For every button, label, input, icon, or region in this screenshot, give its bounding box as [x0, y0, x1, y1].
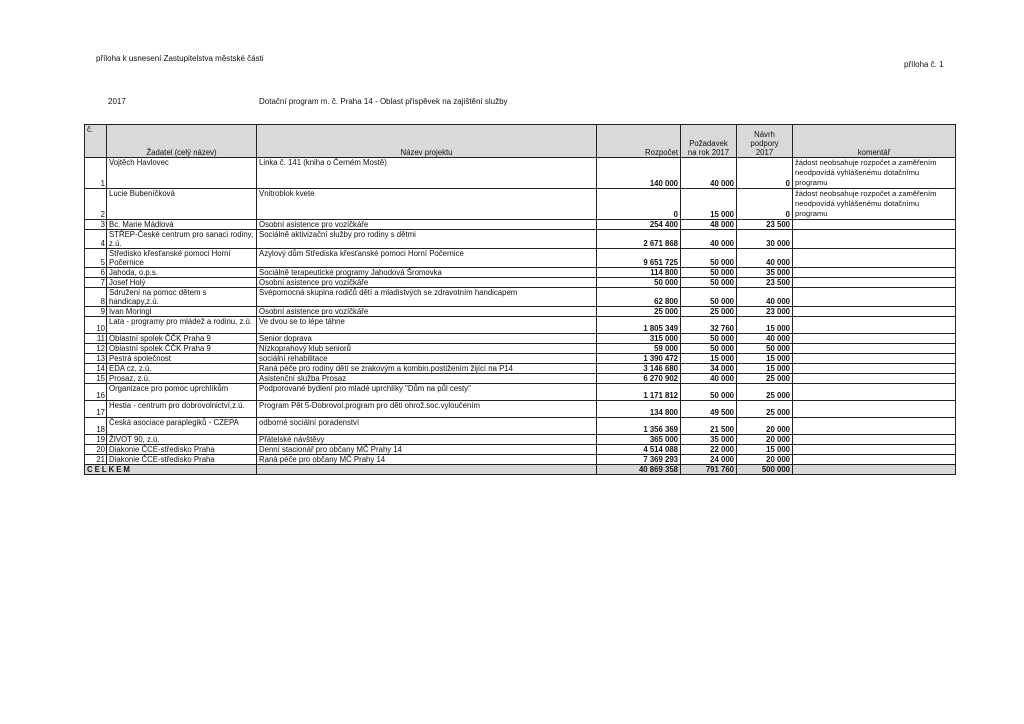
table-row — [85, 455, 956, 465]
requested-cell: 48 000 — [681, 220, 737, 230]
row-number: 5 — [85, 249, 107, 268]
project-cell: Přátelské návštěvy — [257, 435, 597, 445]
requested-cell: 40 000 — [681, 158, 737, 189]
comment-cell — [793, 344, 956, 354]
project-cell: Sociálně aktivizační služby pro rodiny s dětmi — [257, 230, 597, 249]
document-header-left: příloha k usnesení Zastupitelstva městské části — [96, 54, 264, 63]
total-row — [85, 465, 956, 475]
applicant-cell: Prosaz, z.ú. — [107, 374, 257, 384]
table-row — [85, 278, 956, 288]
project-cell: Asistenční služba Prosaz — [257, 374, 597, 384]
requested-cell: 50 000 — [681, 344, 737, 354]
budget-cell: 140 000 — [597, 158, 681, 189]
proposal-cell: 15 000 — [737, 354, 793, 364]
budget-cell: 315 000 — [597, 334, 681, 344]
project-cell: Podporované bydlení pro mladé uprchlíky "Dům na půl cesty" — [257, 384, 597, 401]
comment-cell — [793, 230, 956, 249]
proposal-cell: 0 — [737, 189, 793, 220]
row-number: 17 — [85, 401, 107, 418]
budget-cell: 25 000 — [597, 307, 681, 317]
proposal-cell: 20 000 — [737, 455, 793, 465]
requested-cell: 15 000 — [681, 189, 737, 220]
budget-cell: 6 270 902 — [597, 374, 681, 384]
row-number: 19 — [85, 435, 107, 445]
col-header-proposal-line1: Návrh — [754, 130, 775, 139]
requested-cell: 34 000 — [681, 364, 737, 374]
applicant-cell: ŽIVOT 90, z.ú. — [107, 435, 257, 445]
project-cell: Nízkoprahový klub seniorů — [257, 344, 597, 354]
comment-cell — [793, 384, 956, 401]
budget-cell: 1 171 812 — [597, 384, 681, 401]
applicant-cell: Organizace pro pomoc uprchlíkům — [107, 384, 257, 401]
col-header-project: Název projektu — [257, 125, 597, 158]
project-cell: Vnitroblok kvete — [257, 189, 597, 220]
proposal-cell: 15 000 — [737, 317, 793, 334]
row-number: 12 — [85, 344, 107, 354]
comment-cell — [793, 455, 956, 465]
proposal-cell: 23 500 — [737, 220, 793, 230]
requested-cell: 50 000 — [681, 278, 737, 288]
table-row — [85, 249, 956, 268]
total-budget: 40 869 358 — [597, 465, 681, 475]
col-header-proposal-line2: podpory — [750, 139, 779, 148]
row-number: 15 — [85, 374, 107, 384]
row-number: 14 — [85, 364, 107, 374]
table-row — [85, 158, 956, 189]
comment-cell — [793, 401, 956, 418]
table-row — [85, 384, 956, 401]
table-row — [85, 189, 956, 220]
budget-cell: 134 800 — [597, 401, 681, 418]
budget-cell: 1 390 472 — [597, 354, 681, 364]
budget-cell: 7 369 293 — [597, 455, 681, 465]
budget-cell: 1 356 369 — [597, 418, 681, 435]
comment-cell — [793, 278, 956, 288]
requested-cell: 50 000 — [681, 334, 737, 344]
row-number: 16 — [85, 384, 107, 401]
applicant-cell: Hestia - centrum pro dobrovolnictví,z.ú. — [107, 401, 257, 418]
comment-cell — [793, 249, 956, 268]
applicant-cell: Středisko křesťanské pomoci Horní Počernice — [107, 249, 257, 268]
budget-cell: 4 514 088 — [597, 445, 681, 455]
applicant-cell: EDA cz, z.ú. — [107, 364, 257, 374]
proposal-cell: 25 000 — [737, 374, 793, 384]
row-number: 11 — [85, 334, 107, 344]
applicant-cell: Sdružení na pomoc dětem s handicapy,z.ú. — [107, 288, 257, 307]
col-header-proposal — [737, 125, 793, 158]
project-cell: Osobní asistence pro vozíčkáře — [257, 278, 597, 288]
table-row — [85, 307, 956, 317]
table-header-row — [85, 125, 956, 158]
row-number: 8 — [85, 288, 107, 307]
budget-cell: 59 000 — [597, 344, 681, 354]
requested-cell: 49 500 — [681, 401, 737, 418]
total-comment — [793, 465, 956, 475]
row-number: 13 — [85, 354, 107, 364]
applicant-cell: Lata - programy pro mládež a rodinu, z.ú. — [107, 317, 257, 334]
project-cell: Osobní asistence pro vozíčkáře — [257, 220, 597, 230]
col-header-requested — [681, 125, 737, 158]
total-proposal: 500 000 — [737, 465, 793, 475]
project-cell: Ve dvou se to lépe táhne — [257, 317, 597, 334]
table-row — [85, 364, 956, 374]
grants-table — [84, 124, 956, 475]
comment-cell: žádost neobsahuje rozpočet a zaměřením neodpovídá vyhlášenému dotačnímu programu — [793, 189, 956, 220]
total-requested: 791 760 — [681, 465, 737, 475]
row-number: 20 — [85, 445, 107, 455]
proposal-cell: 40 000 — [737, 334, 793, 344]
row-number: 1 — [85, 158, 107, 189]
applicant-cell: Jahoda, o.p.s. — [107, 268, 257, 278]
requested-cell: 35 000 — [681, 435, 737, 445]
applicant-cell: Diakonie ČCE-středisko Praha — [107, 445, 257, 455]
comment-cell — [793, 288, 956, 307]
table-row — [85, 445, 956, 455]
col-header-requested-line1: Požadavek — [689, 139, 728, 148]
project-cell: Raná péče pro rodiny dětí se zrakovým a kombin.postižením žijící na P14 — [257, 364, 597, 374]
comment-cell — [793, 307, 956, 317]
requested-cell: 50 000 — [681, 384, 737, 401]
project-cell: odborné sociální poradenství — [257, 418, 597, 435]
budget-cell: 254 400 — [597, 220, 681, 230]
row-number: 7 — [85, 278, 107, 288]
requested-cell: 40 000 — [681, 230, 737, 249]
requested-cell: 25 000 — [681, 307, 737, 317]
comment-cell: žádost neobsahuje rozpočet a zaměřením neodpovídá vyhlášenému dotačnímu programu — [793, 158, 956, 189]
col-header-proposal-line3: 2017 — [755, 148, 774, 157]
row-number: 6 — [85, 268, 107, 278]
row-number: 10 — [85, 317, 107, 334]
applicant-cell: Josef Holý — [107, 278, 257, 288]
document-header-right: příloha č. 1 — [904, 60, 944, 69]
proposal-cell: 35 000 — [737, 268, 793, 278]
requested-cell: 32 760 — [681, 317, 737, 334]
col-header-budget: Rozpočet — [597, 125, 681, 158]
proposal-cell: 15 000 — [737, 445, 793, 455]
row-number: 21 — [85, 455, 107, 465]
comment-cell — [793, 418, 956, 435]
proposal-cell: 23 500 — [737, 278, 793, 288]
budget-cell: 62 800 — [597, 288, 681, 307]
program-title: Dotační program m. č. Praha 14 - Oblast příspěvek na zajištění služby — [259, 97, 508, 106]
project-cell: Raná péče pro občany MČ Prahy 14 — [257, 455, 597, 465]
applicant-cell: Lucie Bubeníčková — [107, 189, 257, 220]
budget-cell: 2 671 868 — [597, 230, 681, 249]
proposal-cell: 30 000 — [737, 230, 793, 249]
project-cell: Sociálně terapeutické programy Jahodová Šromovka — [257, 268, 597, 278]
table-row — [85, 401, 956, 418]
applicant-cell: Česká asociace paraplegiků - CZEPA — [107, 418, 257, 435]
requested-cell: 15 000 — [681, 354, 737, 364]
proposal-cell: 20 000 — [737, 435, 793, 445]
project-cell: Denní stacionář pro občany MČ Prahy 14 — [257, 445, 597, 455]
total-empty — [257, 465, 597, 475]
year-label: 2017 — [108, 97, 126, 106]
proposal-cell: 23 000 — [737, 307, 793, 317]
table-row — [85, 288, 956, 307]
applicant-cell: Ivan Moringl — [107, 307, 257, 317]
comment-cell — [793, 354, 956, 364]
row-number: 18 — [85, 418, 107, 435]
applicant-cell: Oblastní spolek ČČK Praha 9 — [107, 344, 257, 354]
table-row — [85, 230, 956, 249]
col-header-requested-line2: na rok 2017 — [687, 148, 730, 157]
project-cell: Azylový dům Střediska křesťanské pomoci Horní Počernice — [257, 249, 597, 268]
col-header-comment: komentář — [793, 125, 956, 158]
col-header-idx: č. — [85, 125, 107, 158]
applicant-cell: Diakonie ČCE-středisko Praha — [107, 455, 257, 465]
applicant-cell: Pestrá společnost — [107, 354, 257, 364]
requested-cell: 50 000 — [681, 268, 737, 278]
proposal-cell: 25 000 — [737, 384, 793, 401]
table-row — [85, 418, 956, 435]
comment-cell — [793, 435, 956, 445]
proposal-cell: 0 — [737, 158, 793, 189]
table-row — [85, 220, 956, 230]
proposal-cell: 15 000 — [737, 364, 793, 374]
requested-cell: 21 500 — [681, 418, 737, 435]
col-header-applicant: Žadatel (celý název) — [107, 125, 257, 158]
table-row — [85, 435, 956, 445]
project-cell: Svépomocná skupina rodičů dětí a mladistvých se zdravotním handicapem — [257, 288, 597, 307]
comment-cell — [793, 220, 956, 230]
proposal-cell: 40 000 — [737, 249, 793, 268]
budget-cell: 114 800 — [597, 268, 681, 278]
applicant-cell: Bc. Marie Mádlová — [107, 220, 257, 230]
table-row — [85, 334, 956, 344]
comment-cell — [793, 364, 956, 374]
proposal-cell: 25 000 — [737, 401, 793, 418]
requested-cell: 24 000 — [681, 455, 737, 465]
applicant-cell: Vojtěch Havlovec — [107, 158, 257, 189]
project-cell: Osobní asistence pro vozíčkáře — [257, 307, 597, 317]
budget-cell: 9 651 725 — [597, 249, 681, 268]
table-row — [85, 268, 956, 278]
budget-cell: 365 000 — [597, 435, 681, 445]
project-cell: Program Pět 5-Dobrovol.program pro děti ohrož.soc.vyloučením — [257, 401, 597, 418]
budget-cell: 50 000 — [597, 278, 681, 288]
budget-cell: 0 — [597, 189, 681, 220]
comment-cell — [793, 374, 956, 384]
proposal-cell: 20 000 — [737, 418, 793, 435]
comment-cell — [793, 268, 956, 278]
row-number: 2 — [85, 189, 107, 220]
requested-cell: 40 000 — [681, 374, 737, 384]
project-cell: Linka č. 141 (kniha o Černém Mostě) — [257, 158, 597, 189]
row-number: 3 — [85, 220, 107, 230]
comment-cell — [793, 445, 956, 455]
requested-cell: 22 000 — [681, 445, 737, 455]
applicant-cell: Oblastní spolek ČČK Praha 9 — [107, 334, 257, 344]
budget-cell: 3 146 680 — [597, 364, 681, 374]
project-cell: sociální rehabilitace — [257, 354, 597, 364]
comment-cell — [793, 317, 956, 334]
proposal-cell: 50 000 — [737, 344, 793, 354]
row-number: 4 — [85, 230, 107, 249]
comment-cell — [793, 334, 956, 344]
table-row — [85, 354, 956, 364]
proposal-cell: 40 000 — [737, 288, 793, 307]
applicant-cell: STŘEP-České centrum pro sanaci rodiny, z.ú. — [107, 230, 257, 249]
row-number: 9 — [85, 307, 107, 317]
table-row — [85, 317, 956, 334]
total-label: CELKEM — [85, 465, 257, 475]
budget-cell: 1 805 349 — [597, 317, 681, 334]
requested-cell: 50 000 — [681, 249, 737, 268]
table-row — [85, 344, 956, 354]
requested-cell: 50 000 — [681, 288, 737, 307]
project-cell: Senior doprava — [257, 334, 597, 344]
table-row — [85, 374, 956, 384]
